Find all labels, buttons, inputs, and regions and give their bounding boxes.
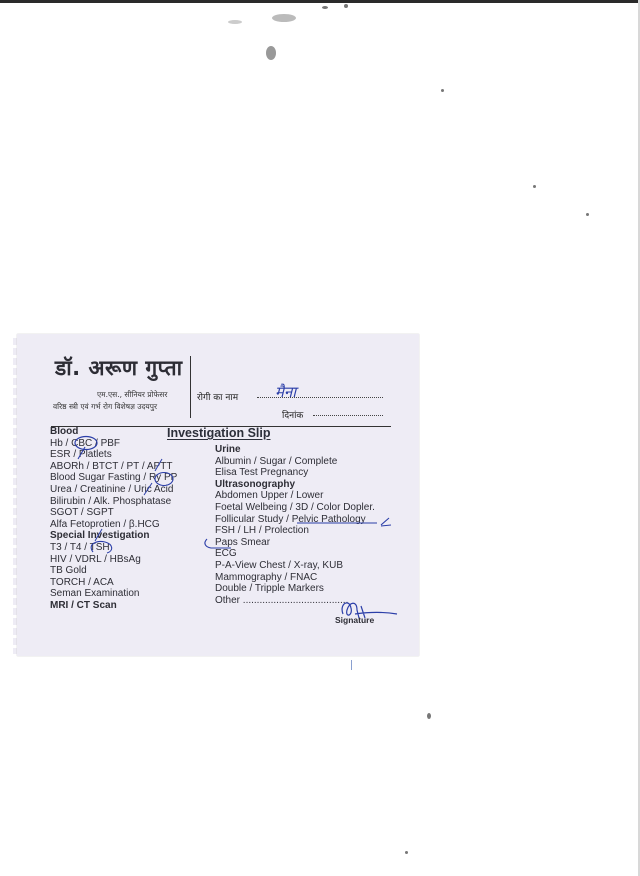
date-label: दिनांक <box>282 411 304 421</box>
investigation-item: Double / Tripple Markers <box>215 583 324 595</box>
scan-speck <box>405 851 408 854</box>
investigation-item: T3 / T4 / TSH <box>50 541 110 553</box>
doctor-name: डॉ. अरूण गुप्ता <box>55 356 183 380</box>
investigation-item: Albumin / Sugar / Complete <box>215 455 338 467</box>
ink-tick-mark <box>351 660 352 670</box>
investigation-item: HIV / VDRL / HBsAg <box>50 553 141 565</box>
right-investigation-column <box>215 444 375 606</box>
scan-speck <box>322 6 328 9</box>
investigation-item: Follicular Study / Pelvic Pathology <box>215 513 366 525</box>
investigation-item: ESR / Platlets <box>50 449 112 461</box>
investigation-item: Paps Smear <box>215 536 271 548</box>
section-heading: Urine <box>215 444 241 455</box>
patient-name-label: रोगी का नाम <box>197 393 239 403</box>
investigation-item: Mammography / FNAC <box>215 571 318 583</box>
signature-label: Signature <box>335 615 375 625</box>
investigation-item: Urea / Creatinine / Uric Acid <box>50 483 174 495</box>
investigation-item: FSH / LH / Prolection <box>215 525 309 537</box>
investigation-item: Elisa Test Pregnancy <box>215 467 309 479</box>
investigation-item: TORCH / ACA <box>50 576 114 588</box>
investigation-item: Seman Examination <box>50 588 140 600</box>
doctor-qualification: एम.एस., सीनियर प्रोफेसर <box>97 390 168 399</box>
scan-speck <box>266 46 276 60</box>
left-investigation-column <box>50 426 177 612</box>
section-heading: Special Investigation <box>50 530 150 542</box>
investigation-item: Other ...................................... <box>215 594 349 606</box>
investigation-item: SGOT / SGPT <box>50 507 114 519</box>
scan-speck <box>441 89 444 92</box>
investigation-slip <box>17 334 419 656</box>
date-line <box>313 415 383 416</box>
investigation-item: Hb / CBC / PBF <box>50 437 121 449</box>
section-heading: MRI / CT Scan <box>50 599 117 611</box>
investigation-item: TB Gold <box>50 565 87 577</box>
scan-speck <box>344 4 348 8</box>
scan-top-edge <box>0 0 640 3</box>
scan-speck <box>228 20 242 24</box>
investigation-item: ECG <box>215 548 237 560</box>
header-divider <box>190 356 191 418</box>
slip-title: Investigation Slip <box>167 426 271 440</box>
scan-speck <box>533 185 536 188</box>
investigation-item: Blood Sugar Fasting / Ry PP <box>50 472 178 484</box>
doctor-specialty: वरिष्ठ स्त्री एवं गर्भ रोग विशेषज्ञ उदयपुर <box>53 402 158 411</box>
patient-name-handwritten: मैना <box>275 383 297 401</box>
scan-speck <box>427 713 431 719</box>
investigation-item: Alfa Fetoprotien / β.HCG <box>50 518 160 530</box>
investigation-item: Bilirubin / Alk. Phosphatase <box>50 495 172 507</box>
section-heading: Blood <box>50 426 79 437</box>
investigation-item: Abdomen Upper / Lower <box>215 490 324 502</box>
section-heading: Ultrasonography <box>215 478 296 490</box>
investigation-item: P-A-View Chest / X-ray, KUB <box>215 559 343 571</box>
investigation-item: ABORh / BTCT / PT / APTT <box>50 460 173 472</box>
scan-speck <box>586 213 589 216</box>
scan-speck <box>272 14 296 22</box>
investigation-item: Foetal Welbeing / 3D / Color Dopler. <box>215 501 375 513</box>
